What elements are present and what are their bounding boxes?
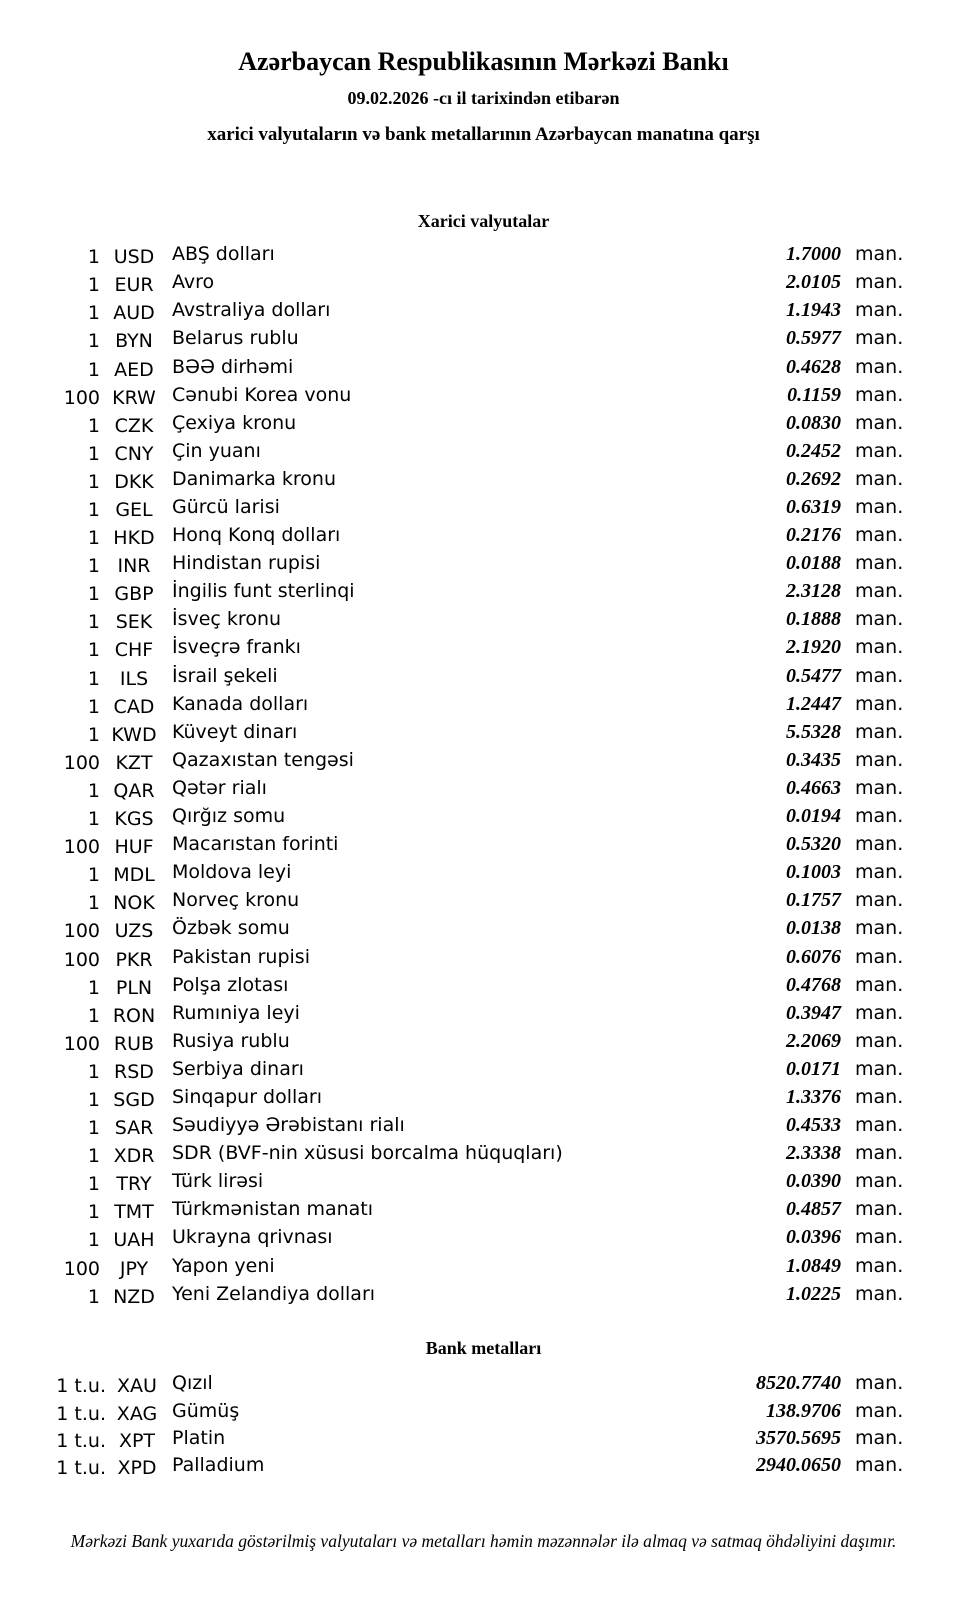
currency-rate-row [0, 690, 967, 718]
currency-code: USD [113, 246, 155, 269]
rate-value: 0.5977 [786, 327, 841, 350]
disclaimer-note: Mərkəzi Bank yuxarıda göstərilmiş valyutaları və metalları həmin məzənnələr ilə almaq və satmaq öhdəliyini daşımır. [70, 1531, 897, 1552]
unit-label: man. [855, 608, 904, 631]
rate-value: 1.3376 [786, 1085, 841, 1108]
quantity: 1 [87, 1088, 100, 1111]
currency-name: Serbiya dinarı [172, 1057, 304, 1080]
rate-value: 0.2176 [786, 524, 841, 547]
quantity: 1 t.u. [56, 1456, 106, 1479]
currency-rate-row [0, 971, 967, 999]
rate-value: 0.3947 [786, 1001, 841, 1024]
page-title: Azərbaycan Respublikasının Mərkəzi Bankı [238, 47, 729, 76]
rate-value: 0.5320 [786, 833, 841, 856]
currency-code: KZT [115, 751, 153, 774]
metal-rate-row [0, 1398, 967, 1425]
quantity: 1 [87, 358, 100, 381]
currency-name: Yapon yeni [172, 1254, 275, 1277]
rate-value: 1.1943 [786, 299, 841, 322]
currency-code: INR [117, 555, 151, 578]
currency-code: NZD [113, 1285, 155, 1308]
currency-code: PLN [115, 976, 153, 999]
currency-rate-row [0, 324, 967, 352]
currency-code: DKK [114, 470, 154, 493]
quantity: 1 [87, 583, 100, 606]
currency-code: SAR [114, 1117, 154, 1140]
unit-label: man. [855, 664, 904, 687]
currency-rate-row [0, 493, 967, 521]
currency-rate-row [0, 1055, 967, 1083]
unit-label: man. [855, 1453, 904, 1476]
currency-rate-row [0, 240, 967, 268]
unit-label: man. [855, 1085, 904, 1108]
effective-date: 09.02.2026 -cı il tarixindən etibarən [347, 88, 620, 109]
metal-rate-row [0, 1452, 967, 1479]
unit-label: man. [855, 889, 904, 912]
currency-code: TRY [116, 1173, 152, 1196]
rate-value: 0.0138 [786, 917, 841, 940]
currency-code: TMT [114, 1201, 154, 1224]
page-subtitle: xarici valyutaların və bank metallarının Azərbaycan manatına qarşı [207, 123, 760, 145]
quantity: 1 [87, 246, 100, 269]
rate-value: 0.6319 [786, 496, 841, 519]
currency-code: MDL [113, 864, 155, 887]
rate-value: 2.2069 [786, 1029, 841, 1052]
rate-value: 2.3128 [786, 580, 841, 603]
quantity: 1 [87, 330, 100, 353]
currency-code: CZK [114, 414, 154, 437]
currency-name: BƏƏ dirhəmi [172, 355, 294, 378]
currency-name: Avro [172, 271, 215, 294]
unit-label: man. [855, 467, 904, 490]
rate-value: 2.1920 [786, 636, 841, 659]
currency-name: Moldova leyi [172, 861, 292, 884]
currency-rate-row [0, 802, 967, 830]
unit-label: man. [855, 1001, 904, 1024]
quantity: 1 [87, 1004, 100, 1027]
currency-rate-row [0, 1167, 967, 1195]
currency-rate-row [0, 465, 967, 493]
unit-label: man. [855, 1057, 904, 1080]
currency-rate-row [0, 1280, 967, 1308]
currency-name: Pakistan rupisi [172, 945, 310, 968]
rate-value: 0.1003 [786, 861, 841, 884]
unit-label: man. [855, 411, 904, 434]
quantity: 1 [87, 1117, 100, 1140]
currency-name: Danimarka kronu [172, 467, 337, 490]
currency-code: UZS [114, 920, 154, 943]
quantity: 1 [87, 442, 100, 465]
currency-rate-row [0, 605, 967, 633]
currency-rates-table [0, 240, 967, 1308]
unit-label: man. [855, 833, 904, 856]
unit-label: man. [855, 243, 904, 266]
currency-code: RUB [113, 1032, 155, 1055]
currency-code: RSD [114, 1060, 154, 1083]
currency-name: Çexiya kronu [172, 411, 297, 434]
currency-name: Qətər rialı [172, 776, 267, 799]
quantity: 100 [63, 1032, 100, 1055]
unit-label: man. [855, 973, 904, 996]
rate-value: 5.5328 [786, 720, 841, 743]
currency-code: KGS [114, 808, 154, 831]
rate-value: 0.1159 [787, 383, 841, 406]
rate-value: 0.0171 [786, 1057, 841, 1080]
quantity: 1 [87, 1285, 100, 1308]
unit-label: man. [855, 1254, 904, 1277]
rate-value: 0.5477 [786, 664, 841, 687]
currencies-section-title: Xarici valyutalar [417, 210, 550, 231]
unit-label: man. [855, 1114, 904, 1137]
metal-rate-row [0, 1370, 967, 1397]
unit-label: man. [855, 1426, 904, 1449]
rate-value: 0.1888 [786, 608, 841, 631]
currency-rate-row [0, 1223, 967, 1251]
currency-name: Yeni Zelandiya dolları [172, 1282, 376, 1305]
rate-value: 3570.5695 [756, 1426, 841, 1449]
currency-code: CHF [114, 639, 154, 662]
rate-value: 0.3435 [786, 748, 841, 771]
rate-value: 0.0830 [786, 411, 841, 434]
currency-code: XPD [117, 1456, 157, 1479]
rate-value: 0.0396 [786, 1226, 841, 1249]
currency-name: Türk lirəsi [172, 1170, 264, 1193]
rate-value: 0.4628 [786, 355, 841, 378]
currency-code: QAR [113, 779, 155, 802]
currency-rate-row [0, 1139, 967, 1167]
currency-code: UAH [113, 1229, 155, 1252]
unit-label: man. [855, 917, 904, 940]
currency-name: Türkmənistan manatı [172, 1198, 374, 1221]
quantity: 1 [87, 274, 100, 297]
currency-code: CAD [113, 695, 155, 718]
unit-label: man. [855, 861, 904, 884]
rate-value: 0.4533 [786, 1114, 841, 1137]
quantity: 1 t.u. [56, 1429, 106, 1452]
currency-rate-row [0, 1195, 967, 1223]
currency-code: GEL [115, 499, 153, 522]
unit-label: man. [855, 1399, 904, 1422]
unit-label: man. [855, 299, 904, 322]
rate-value: 1.0225 [786, 1282, 841, 1305]
currency-code: XAU [117, 1375, 157, 1398]
currency-rate-row [0, 577, 967, 605]
quantity: 1 t.u. [56, 1402, 106, 1425]
quantity: 100 [63, 1257, 100, 1280]
currency-name: Palladium [172, 1453, 265, 1476]
currency-name: Cənubi Korea vonu [172, 383, 352, 406]
currency-rate-row [0, 886, 967, 914]
quantity: 1 [87, 1145, 100, 1168]
currency-name: Avstraliya dolları [172, 299, 331, 322]
currency-name: Hindistan rupisi [172, 552, 321, 575]
rate-value: 1.0849 [786, 1254, 841, 1277]
currency-code: XPT [118, 1429, 156, 1452]
currency-rate-row [0, 774, 967, 802]
currency-rate-row [0, 521, 967, 549]
quantity: 1 [87, 639, 100, 662]
currency-name: Çin yuanı [172, 439, 261, 462]
currency-code: RON [112, 1004, 156, 1027]
unit-label: man. [855, 1226, 904, 1249]
unit-label: man. [855, 1198, 904, 1221]
quantity: 1 [87, 808, 100, 831]
currency-name: Küveyt dinarı [172, 720, 298, 743]
rate-value: 0.2452 [786, 439, 841, 462]
unit-label: man. [855, 1170, 904, 1193]
metal-rates-table [0, 1370, 967, 1479]
currency-name: Özbək somu [172, 917, 290, 940]
currency-code: AUD [113, 302, 155, 325]
quantity: 100 [63, 920, 100, 943]
currency-name: Rumıniya leyi [172, 1001, 300, 1024]
unit-label: man. [855, 496, 904, 519]
rate-value: 2.0105 [786, 271, 841, 294]
currency-rate-row [0, 999, 967, 1027]
currency-rate-row [0, 633, 967, 661]
currency-rate-row [0, 943, 967, 971]
unit-label: man. [855, 945, 904, 968]
currency-name: Honq Konq dolları [172, 524, 341, 547]
unit-label: man. [855, 383, 904, 406]
metal-rate-row [0, 1425, 967, 1452]
currency-code: GBP [114, 583, 154, 606]
rate-value: 1.7000 [786, 243, 841, 266]
unit-label: man. [855, 720, 904, 743]
currency-name: İsveçrə frankı [172, 636, 301, 659]
currency-name: Ukrayna qrivnası [172, 1226, 333, 1249]
quantity: 100 [63, 751, 100, 774]
quantity: 100 [63, 948, 100, 971]
unit-label: man. [855, 271, 904, 294]
currency-name: Gümüş [172, 1399, 240, 1422]
quantity: 1 [87, 1060, 100, 1083]
unit-label: man. [855, 524, 904, 547]
currency-name: Səudiyyə Ərəbistanı rialı [172, 1114, 405, 1137]
quantity: 1 [87, 1201, 100, 1224]
currency-rate-row [0, 268, 967, 296]
currency-name: İsveç kronu [172, 608, 282, 631]
unit-label: man. [855, 692, 904, 715]
currency-rate-row [0, 437, 967, 465]
currency-rate-row [0, 662, 967, 690]
rate-value: 0.4857 [786, 1198, 841, 1221]
quantity: 1 [87, 470, 100, 493]
currency-code: XDR [113, 1145, 155, 1168]
currency-rate-row [0, 1252, 967, 1280]
quantity: 100 [63, 836, 100, 859]
currency-name: Qızıl [172, 1372, 213, 1395]
currency-rate-row [0, 353, 967, 381]
rate-value: 0.1757 [786, 889, 841, 912]
rate-value: 0.6076 [786, 945, 841, 968]
quantity: 1 [87, 695, 100, 718]
currency-name: ABŞ dolları [172, 243, 275, 266]
currency-code: ILS [119, 667, 149, 690]
currency-rate-row [0, 381, 967, 409]
currency-rate-row [0, 409, 967, 437]
currency-rate-row [0, 1027, 967, 1055]
quantity: 1 [87, 1173, 100, 1196]
currency-code: CNY [114, 442, 154, 465]
currency-name: SDR (BVF-nin xüsusi borcalma hüquqları) [172, 1142, 563, 1165]
currency-code: KWD [111, 723, 157, 746]
quantity: 1 [87, 723, 100, 746]
rate-value: 2940.0650 [756, 1453, 841, 1476]
currency-name: Sinqapur dolları [172, 1085, 323, 1108]
currency-code: BYN [115, 330, 153, 353]
currency-name: Belarus rublu [172, 327, 299, 350]
quantity: 1 [87, 779, 100, 802]
quantity: 1 [87, 864, 100, 887]
quantity: 1 [87, 892, 100, 915]
unit-label: man. [855, 748, 904, 771]
unit-label: man. [855, 636, 904, 659]
currency-rate-row [0, 746, 967, 774]
currency-name: Norveç kronu [172, 889, 300, 912]
currency-name: Qazaxıstan tengəsi [172, 748, 354, 771]
currency-code: SGD [113, 1088, 155, 1111]
quantity: 1 [87, 611, 100, 634]
currency-rate-row [0, 1083, 967, 1111]
currency-code: HKD [113, 527, 155, 550]
rate-value: 0.4768 [786, 973, 841, 996]
rate-value: 138.9706 [766, 1399, 841, 1422]
quantity: 1 [87, 555, 100, 578]
metals-section-title: Bank metalları [425, 1337, 542, 1358]
unit-label: man. [855, 580, 904, 603]
unit-label: man. [855, 552, 904, 575]
currency-code: NOK [113, 892, 155, 915]
quantity: 1 [87, 527, 100, 550]
unit-label: man. [855, 805, 904, 828]
currency-name: Rusiya rublu [172, 1029, 290, 1052]
rate-value: 0.2692 [786, 467, 841, 490]
currency-name: Kanada dolları [172, 692, 309, 715]
unit-label: man. [855, 1282, 904, 1305]
currency-name: İngilis funt sterlinqi [172, 580, 355, 603]
currency-rate-row [0, 549, 967, 577]
currency-code: XAG [116, 1402, 158, 1425]
currency-rate-row [0, 914, 967, 942]
unit-label: man. [855, 1372, 904, 1395]
quantity: 1 [87, 414, 100, 437]
unit-label: man. [855, 1029, 904, 1052]
currency-name: Polşa zlotası [172, 973, 289, 996]
unit-label: man. [855, 327, 904, 350]
quantity: 100 [63, 386, 100, 409]
rate-value: 0.0188 [786, 552, 841, 575]
quantity: 1 t.u. [56, 1375, 106, 1398]
currency-code: HUF [114, 836, 154, 859]
rate-value: 0.4663 [786, 776, 841, 799]
currency-rate-row [0, 296, 967, 324]
currency-name: Platin [172, 1426, 226, 1449]
currency-code: PKR [115, 948, 153, 971]
rate-value: 0.0194 [786, 805, 841, 828]
quantity: 1 [87, 976, 100, 999]
currency-name: İsrail şekeli [172, 664, 278, 687]
currency-rate-row [0, 1111, 967, 1139]
rate-value: 2.3338 [786, 1142, 841, 1165]
quantity: 1 [87, 1229, 100, 1252]
currency-code: JPY [119, 1257, 149, 1280]
unit-label: man. [855, 439, 904, 462]
quantity: 1 [87, 499, 100, 522]
currency-rate-row [0, 858, 967, 886]
currency-rate-row [0, 718, 967, 746]
currency-rate-row [0, 830, 967, 858]
unit-label: man. [855, 355, 904, 378]
rate-value: 0.0390 [786, 1170, 841, 1193]
currency-code: EUR [114, 274, 154, 297]
unit-label: man. [855, 1142, 904, 1165]
currency-name: Macarıstan forinti [172, 833, 339, 856]
currency-code: AED [114, 358, 154, 381]
quantity: 1 [87, 667, 100, 690]
currency-code: SEK [115, 611, 153, 634]
currency-name: Gürcü larisi [172, 496, 280, 519]
quantity: 1 [87, 302, 100, 325]
currency-code: KRW [112, 386, 156, 409]
rate-value: 1.2447 [786, 692, 841, 715]
unit-label: man. [855, 776, 904, 799]
currency-name: Qırğız somu [172, 805, 286, 828]
rate-value: 8520.7740 [756, 1372, 841, 1395]
